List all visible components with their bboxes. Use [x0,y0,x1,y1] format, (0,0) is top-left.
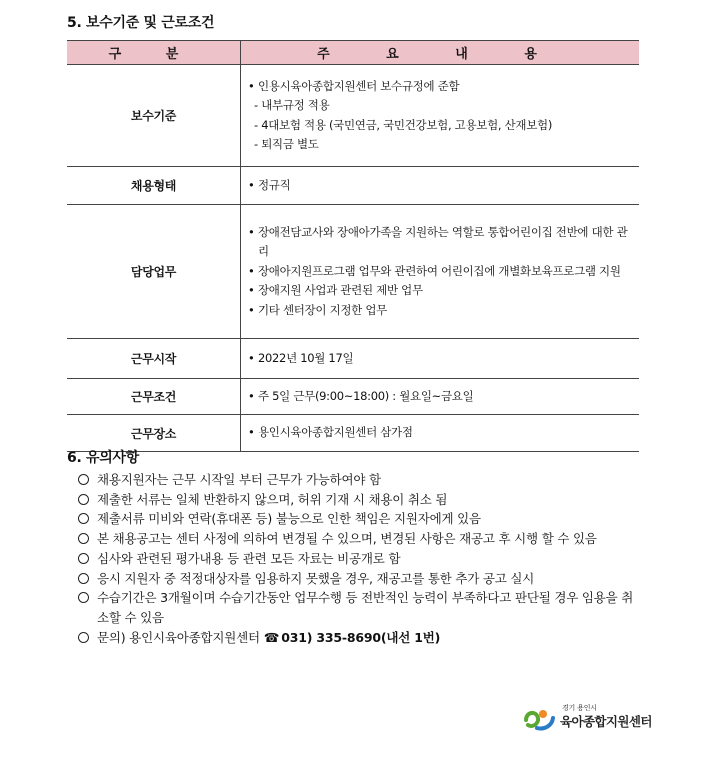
bullet-item: • 인용시육아종합지원센터 보수규정에 준함 [248,77,633,97]
bullet-item: • 기타 센터장이 지정한 업무 [248,301,633,321]
bullet-item: • 용인시육아종합지원센터 삼가점 [248,423,633,443]
table-row [67,167,639,205]
note-text: 수습기간은 3개월이며 수습기간동안 업무수행 등 전반적인 능력이 부족하다고 판단될 경우 임용을 취소할 수 있음 [97,590,634,625]
circle-bullet-icon [78,553,89,564]
bullet-item: • 장애아지원프로그램 업무와 관련하여 어린이집에 개별화보육프로그램 지원 [248,262,633,282]
logo-name: 육아종합지원센터 [560,714,652,729]
contact-prefix: 문의) 용인시육아종합지원센터 [97,629,260,645]
sub-item: - 퇴직금 별도 [254,137,319,151]
table-row [67,379,639,415]
bullet-item: • 주 5일 근무(9:00~18:00) : 월요일~금요일 [248,387,633,407]
bullet-item: • 장애지원 사업과 관련된 제반 업무 [248,281,633,301]
note-text: 심사와 관련된 평가내용 등 관련 모든 자료는 비공개로 함 [97,550,401,566]
row-category: 보수기준 [67,65,241,167]
contact-item [78,628,644,648]
note-text: 본 채용공고는 센터 사정에 의하여 변경될 수 있으며, 변경된 사항은 재공고 후 시행 할 수 있음 [97,531,597,547]
table-row [67,339,639,379]
bullet-item: • 2022년 10월 17일 [248,349,633,369]
note-item [78,569,644,589]
logo-subtext: 경기 용인시 [562,704,597,712]
conditions-table [67,40,639,452]
table-row [67,415,639,452]
row-content [241,415,640,452]
row-category: 근무조건 [67,379,241,415]
note-item [78,470,644,490]
bullet-item: • 장애전담교사와 장애아가족을 지원하는 역할로 통합어린이집 전반에 대한 관리 [248,223,633,262]
table-header-row [67,41,639,65]
bullet-item: • 정규직 [248,176,633,196]
circle-bullet-icon [78,573,89,584]
table-row [67,65,639,167]
header-content: 주 요 내 용 [241,41,640,65]
circle-bullet-icon [78,494,89,505]
note-item [78,588,644,627]
notes-list [78,470,644,647]
row-category: 근무시작 [67,339,241,379]
row-category: 근무장소 [67,415,241,452]
center-logo [524,700,654,732]
row-content [241,65,640,167]
row-category: 채용형태 [67,167,241,205]
note-item [78,549,644,569]
note-text: 제출서류 미비와 연락(휴대폰 등) 불능으로 인한 책임은 지원자에게 있음 [97,511,481,527]
header-category: 구 분 [67,41,241,65]
note-text: 제출한 서류는 일체 반환하지 않으며, 허위 기재 시 채용이 취소 됨 [97,491,448,507]
logo-mark-icon [524,706,556,732]
sub-item: - 4대보험 적용 (국민연금, 국민건강보험, 고용보험, 산재보험) [254,117,553,132]
section5-title: 5. 보수기준 및 근로조건 [67,15,215,31]
note-text: 채용지원자는 근무 시작일 부터 근무가 가능하여야 함 [97,472,381,487]
phone-icon: ☎ [263,629,280,645]
row-content [241,205,640,339]
circle-bullet-icon [78,513,89,524]
sub-item: - 내부규정 적용 [254,98,330,112]
note-text: 응시 지원자 중 적정대상자를 임용하지 못했을 경우, 재공고를 통한 추가 공고 실시 [97,570,535,586]
note-item [78,529,644,549]
note-item [78,509,644,529]
row-content [241,379,640,415]
circle-bullet-icon [78,474,89,485]
circle-bullet-icon [78,632,89,643]
section6-title: 6. 유의사항 [67,450,139,466]
contact-phone[interactable]: 031) 335-8690(내선 1번) [281,629,441,645]
row-content [241,339,640,379]
row-category: 담당업무 [67,205,241,339]
row-content [241,167,640,205]
table-row [67,205,639,339]
note-item [78,490,644,510]
circle-bullet-icon [78,592,89,603]
circle-bullet-icon [78,533,89,544]
